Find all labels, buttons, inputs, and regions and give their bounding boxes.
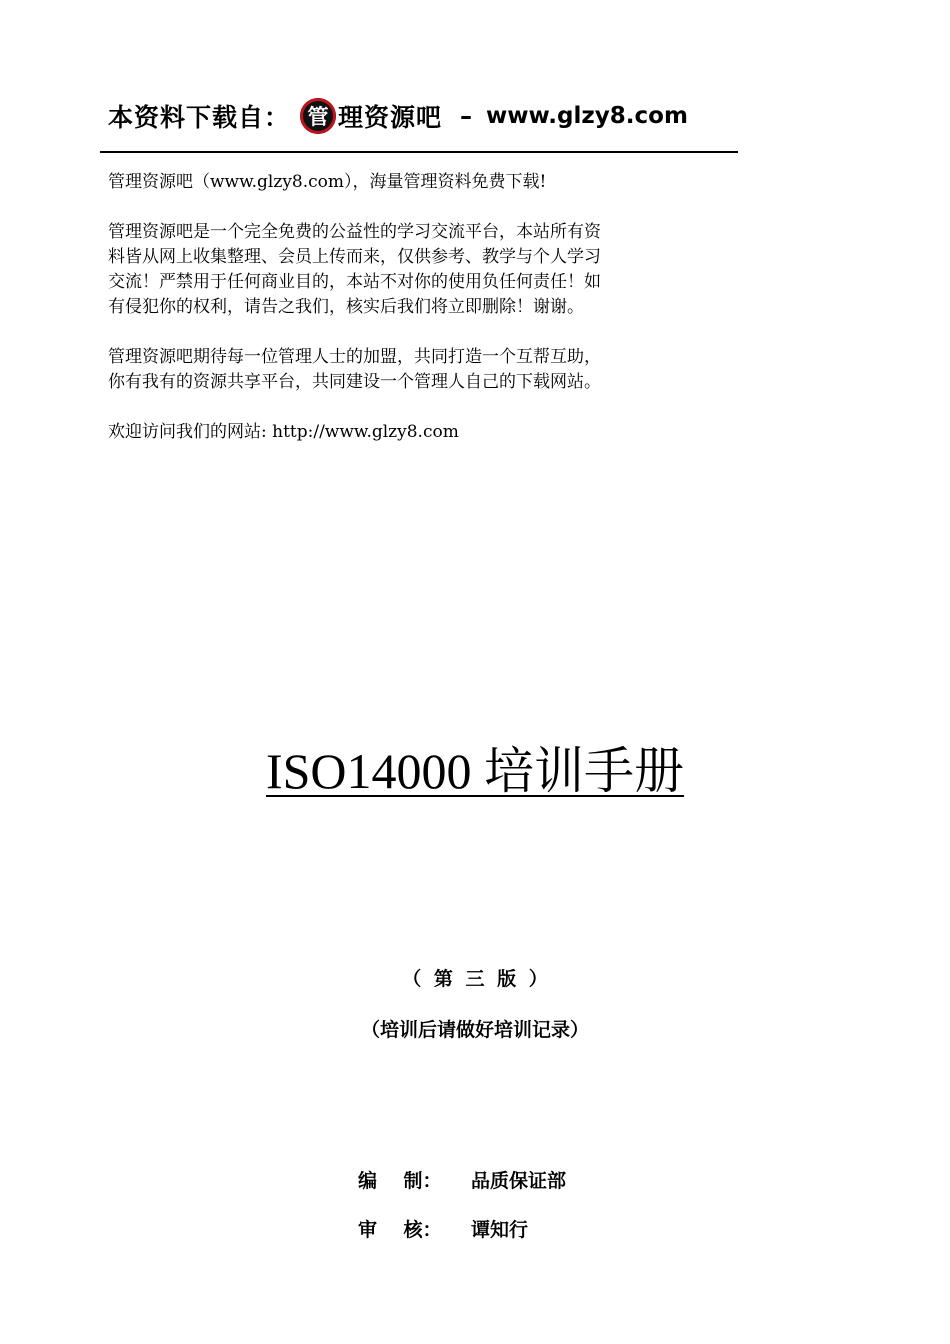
banner-dash: – xyxy=(460,102,473,130)
document-title xyxy=(0,738,950,804)
credit-value: 品质保证部 xyxy=(471,1170,567,1192)
header-divider xyxy=(100,151,738,153)
credit-value: 谭知行 xyxy=(471,1219,529,1241)
training-note: （培训后请做好培训记录） xyxy=(360,1019,589,1041)
credit-label: 审 核： xyxy=(358,1219,442,1241)
banner-brand: 理资源吧 xyxy=(338,103,443,132)
notice-paragraph-1: 管理资源吧（www.glzy8.com），海量管理资料免费下载! xyxy=(108,172,547,192)
notice-line: 交流！严禁用于任何商业目的，本站不对你的使用负任何责任！如 xyxy=(108,272,601,292)
banner-url[interactable]: www.glzy8.com xyxy=(486,103,688,129)
notice-line: 有侵犯你的权利，请告之我们，核实后我们将立即删除！谢谢。 xyxy=(108,297,584,317)
website-link-paragraph[interactable]: 欢迎访问我们的网站: http://www.glzy8.com xyxy=(108,422,459,442)
site-logo-icon: 管 xyxy=(300,98,336,134)
notice-line: 料皆从网上收集整理、会员上传而来，仅供参考、教学与个人学习 xyxy=(108,247,601,267)
credit-label: 编 制： xyxy=(358,1170,442,1192)
document-title-text: ISO14000 培训手册 xyxy=(265,743,685,799)
notice-paragraph-2 xyxy=(108,220,748,320)
source-banner xyxy=(108,94,738,138)
credit-reviewed-by xyxy=(358,1215,528,1242)
notice-line: 管理资源吧是一个完全免费的公益性的学习交流平台，本站所有资 xyxy=(108,222,601,242)
notice-line: 管理资源吧期待每一位管理人士的加盟，共同打造一个互帮互助， xyxy=(108,347,601,367)
credit-compiled-by xyxy=(358,1166,566,1193)
notice-line: 你有我有的资源共享平台，共同建设一个管理人自己的下载网站。 xyxy=(108,372,601,392)
edition-label: （ 第 三 版 ） xyxy=(402,968,548,990)
notice-paragraph-3 xyxy=(108,345,748,395)
banner-prefix: 本资料下载自： xyxy=(108,103,291,132)
